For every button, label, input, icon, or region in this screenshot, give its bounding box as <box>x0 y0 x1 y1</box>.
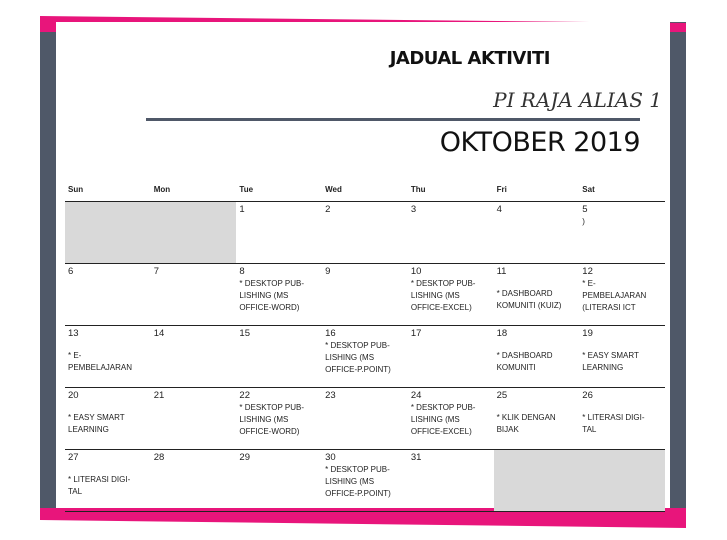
left-frame-bar <box>40 22 56 519</box>
day-number: 28 <box>153 452 165 463</box>
month-title: OKTOBER 2019 <box>439 127 640 158</box>
day-cell <box>579 264 665 325</box>
activity-note: * DESKTOP PUB- LISHING (MS OFFICE-EXCEL) <box>410 403 476 436</box>
week-row <box>65 202 665 264</box>
activity-note: * DESKTOP PUB- LISHING (MS OFFICE-EXCEL) <box>410 279 476 312</box>
day-cell <box>322 388 408 449</box>
day-number: 18 <box>496 328 508 339</box>
day-number: 15 <box>239 328 250 339</box>
activity-note: * LITERASI DIGI- TAL <box>582 413 645 434</box>
day-number: 5 <box>582 204 588 215</box>
day-number: 27 <box>68 452 79 463</box>
day-number: 13 <box>68 328 79 339</box>
activity-note: * E- PEMBELAJARAN <box>68 351 133 372</box>
right-frame-bar <box>670 22 686 519</box>
activity-note: * LITERASI DIGI- TAL <box>68 475 131 496</box>
day-cell <box>65 264 151 325</box>
day-number: 11 <box>496 266 507 277</box>
weekday-label: Sun <box>68 185 84 194</box>
day-cell <box>408 326 494 387</box>
day-cell <box>151 450 237 511</box>
day-cell <box>65 388 151 449</box>
day-number: 12 <box>582 266 593 277</box>
day-cell <box>322 264 408 325</box>
weekday-header <box>65 182 665 201</box>
day-number: 4 <box>496 204 502 215</box>
day-number: 14 <box>153 328 165 339</box>
empty-day-cell <box>65 202 151 263</box>
day-number: 23 <box>325 390 336 401</box>
weekday-label: Fri <box>496 185 507 194</box>
page-title: JADUAL AKTIVITI <box>389 48 550 69</box>
day-cell <box>236 450 322 511</box>
activity-note: * DESKTOP PUB- LISHING (MS OFFICE-WORD) <box>239 279 305 312</box>
activity-note: * KLIK DENGAN BIJAK <box>496 413 556 434</box>
day-number: 17 <box>410 328 422 339</box>
day-cell <box>408 388 494 449</box>
activity-note: * DESKTOP PUB- LISHING (MS OFFICE-P.POINT) <box>325 341 391 374</box>
weekday-label: Mon <box>153 185 171 194</box>
day-number: 3 <box>410 204 417 215</box>
day-number: 22 <box>239 390 250 401</box>
day-number: 1 <box>239 204 245 215</box>
day-cell <box>579 388 665 449</box>
week-row <box>65 326 665 388</box>
day-number: 21 <box>153 390 165 401</box>
day-number: 10 <box>410 266 422 277</box>
day-cell <box>494 388 580 449</box>
day-cell <box>579 202 665 263</box>
activity-note: * E- PEMBELAJARAN (LITERASI ICT <box>582 279 647 312</box>
activity-note: * DASHBOARD KOMUNITI (KUIZ) <box>496 289 562 310</box>
weekday-label: Thu <box>410 185 426 194</box>
activity-note: * DESKTOP PUB- LISHING (MS OFFICE-P.POINT) <box>325 465 391 498</box>
day-cell <box>236 202 322 263</box>
calendar-grid <box>65 182 665 512</box>
day-number: 30 <box>325 452 336 463</box>
day-cell <box>408 202 494 263</box>
day-cell <box>151 388 237 449</box>
day-cell <box>151 264 237 325</box>
week-row <box>65 450 665 512</box>
day-cell <box>322 450 408 511</box>
header-divider <box>146 118 640 121</box>
day-number: 29 <box>239 452 250 463</box>
empty-day-cell <box>494 450 580 511</box>
day-number: 2 <box>325 204 331 215</box>
day-number: 8 <box>239 266 245 277</box>
empty-day-cell <box>151 202 237 263</box>
weekday-label: Tue <box>239 185 254 194</box>
day-cell <box>151 326 237 387</box>
day-number: 16 <box>325 328 336 339</box>
day-cell <box>65 450 151 511</box>
day-cell <box>236 388 322 449</box>
day-number: 19 <box>582 328 593 339</box>
page-subtitle: PI RAJA ALIAS 1 <box>493 88 662 112</box>
day-cell <box>236 264 322 325</box>
week-row <box>65 264 665 326</box>
day-cell <box>494 202 580 263</box>
weekday-label: Sat <box>582 185 595 194</box>
activity-note: * EASY SMART LEARNING <box>68 413 125 434</box>
day-number: 7 <box>153 266 159 277</box>
day-cell <box>65 326 151 387</box>
day-number: 9 <box>325 266 331 277</box>
activity-note: * DASHBOARD KOMUNITI <box>496 351 553 372</box>
week-row <box>65 388 665 450</box>
day-cell <box>236 326 322 387</box>
day-number: 31 <box>410 452 422 463</box>
day-cell <box>579 326 665 387</box>
day-cell <box>408 450 494 511</box>
day-number: 24 <box>410 390 422 401</box>
day-cell <box>494 326 580 387</box>
day-number: 25 <box>496 390 508 401</box>
empty-day-cell <box>579 450 665 511</box>
day-cell <box>408 264 494 325</box>
activity-note: ) <box>582 217 585 226</box>
day-cell <box>494 264 580 325</box>
calendar-weeks <box>65 201 665 512</box>
weekday-label: Wed <box>325 185 342 194</box>
day-number: 6 <box>68 266 74 277</box>
activity-note: * DESKTOP PUB- LISHING (MS OFFICE-WORD) <box>239 403 305 436</box>
day-number: 26 <box>582 390 593 401</box>
day-cell <box>322 202 408 263</box>
day-cell <box>322 326 408 387</box>
activity-note: * EASY SMART LEARNING <box>582 351 639 372</box>
day-number: 20 <box>68 390 79 401</box>
